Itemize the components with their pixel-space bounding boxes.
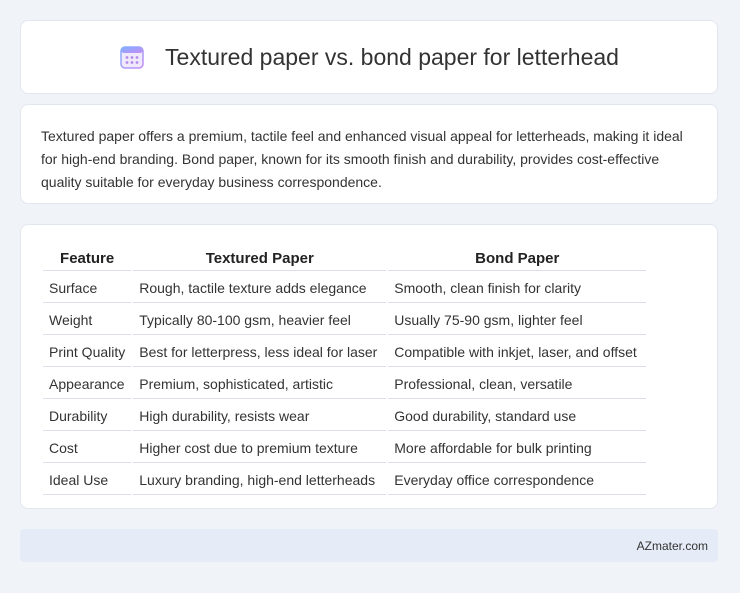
bond-paper-cell: Usually 75-90 gsm, lighter feel: [388, 305, 646, 335]
intro-card: [20, 104, 718, 204]
textured-paper-cell: High durability, resists wear: [133, 401, 386, 431]
table-row: [43, 401, 646, 431]
bond-paper-cell: Good durability, standard use: [388, 401, 646, 431]
comparison-card: [20, 224, 718, 509]
table-row: [43, 369, 646, 399]
bond-paper-cell: More affordable for bulk printing: [388, 433, 646, 463]
column-header: Textured Paper: [133, 247, 386, 271]
table-row: [43, 433, 646, 463]
textured-paper-cell: Typically 80-100 gsm, heavier feel: [133, 305, 386, 335]
textured-paper-cell: Premium, sophisticated, artistic: [133, 369, 386, 399]
intro-text: Textured paper offers a premium, tactile feel and enhanced visual appeal for letterheads, making it ideal for high-end branding. Bond paper, known for its smooth finish and durability, provides cost-effective quality suitable for everyday business correspondence.: [41, 128, 683, 190]
table-row: [43, 465, 646, 495]
comparison-table: [41, 245, 648, 497]
table-row: [43, 337, 646, 367]
textured-paper-cell: Best for letterpress, less ideal for laser: [133, 337, 386, 367]
feature-cell: Durability: [43, 401, 131, 431]
bond-paper-cell: Professional, clean, versatile: [388, 369, 646, 399]
feature-cell: Print Quality: [43, 337, 131, 367]
title-card: [20, 20, 718, 94]
table-row: [43, 305, 646, 335]
bond-paper-cell: Smooth, clean finish for clarity: [388, 273, 646, 303]
calendar-icon: [119, 44, 145, 70]
table-row: [43, 273, 646, 303]
column-header: Bond Paper: [388, 247, 646, 271]
page-title: Textured paper vs. bond paper for letterhead: [165, 43, 619, 70]
column-header: Feature: [43, 247, 131, 271]
feature-cell: Ideal Use: [43, 465, 131, 495]
footer-brand: AZmater.com: [636, 538, 708, 553]
footer: [20, 529, 718, 562]
table-header-row: [43, 247, 646, 271]
feature-cell: Surface: [43, 273, 131, 303]
feature-cell: Appearance: [43, 369, 131, 399]
bond-paper-cell: Everyday office correspondence: [388, 465, 646, 495]
feature-cell: Weight: [43, 305, 131, 335]
textured-paper-cell: Luxury branding, high-end letterheads: [133, 465, 386, 495]
textured-paper-cell: Rough, tactile texture adds elegance: [133, 273, 386, 303]
textured-paper-cell: Higher cost due to premium texture: [133, 433, 386, 463]
feature-cell: Cost: [43, 433, 131, 463]
bond-paper-cell: Compatible with inkjet, laser, and offset: [388, 337, 646, 367]
